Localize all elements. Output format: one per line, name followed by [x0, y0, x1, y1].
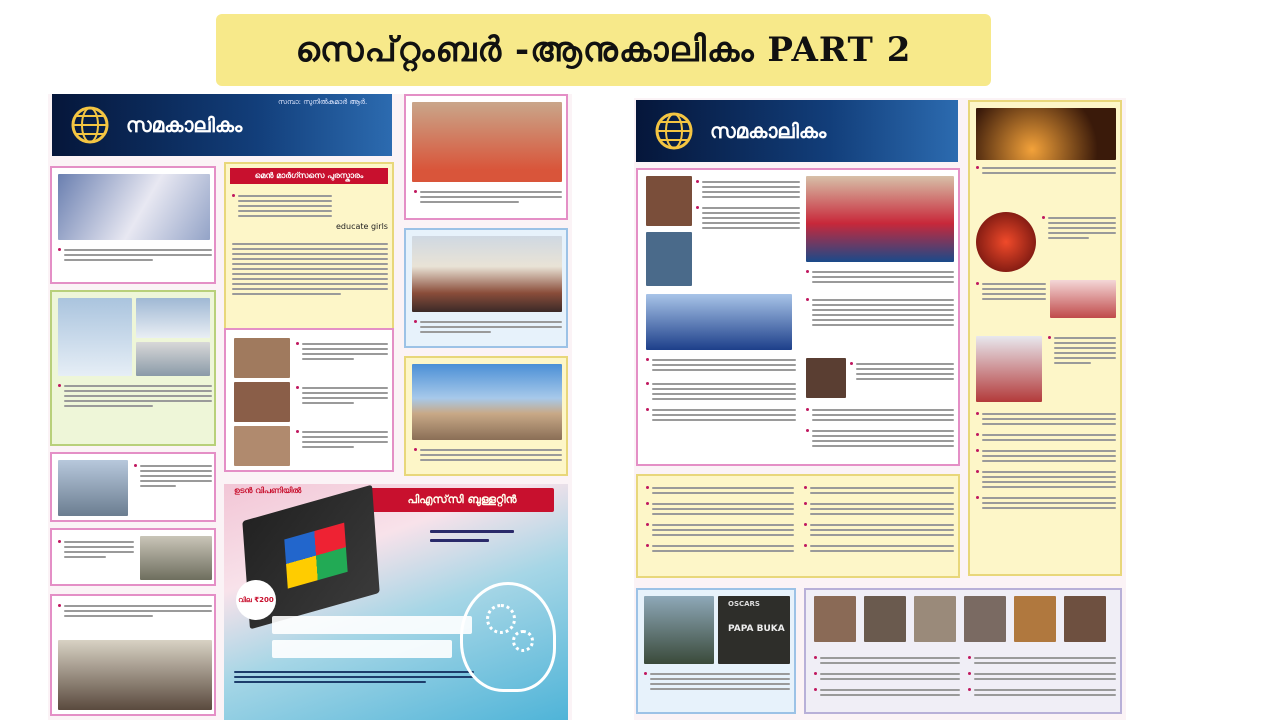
right-page	[634, 98, 1126, 720]
left-card-portrait	[404, 94, 568, 220]
promo-corner-note: ഉടൻ വിപണിയിൽ	[234, 486, 302, 495]
photo-portrait-2	[864, 596, 906, 642]
photo-satellite	[976, 108, 1116, 160]
gear-icon	[486, 604, 516, 634]
portrait-caption	[414, 188, 562, 209]
photo-portrait-4	[964, 596, 1006, 642]
photo-moon	[976, 212, 1036, 272]
photo-jet	[58, 460, 128, 516]
photo-dinosaur	[58, 640, 212, 710]
photo-portrait-3	[914, 596, 956, 642]
photo-building	[412, 236, 562, 312]
promo-subtext	[234, 668, 474, 686]
photo-portrait-5	[1014, 596, 1056, 642]
left-card-helicopter	[50, 290, 216, 446]
photo-person-3	[234, 426, 290, 466]
photo-mountains	[412, 364, 562, 440]
bulletin-promo	[224, 484, 568, 720]
left-card-award	[224, 162, 394, 346]
award-heading: മെൻ മാർഗ്സസെ പുരസ്കാരം	[230, 168, 388, 184]
photo-person-glasses	[644, 596, 714, 664]
left-header-title: സമകാലികം	[126, 113, 243, 137]
left-header	[52, 94, 392, 156]
left-card-jet	[50, 452, 216, 522]
left-card-missile	[50, 528, 216, 586]
photo-parachute	[136, 298, 210, 338]
photo-athlete-1	[646, 176, 692, 226]
photo-missile	[140, 536, 212, 580]
globe-icon	[648, 111, 700, 151]
banner-title	[216, 14, 991, 86]
left-card-dinosaur	[50, 594, 216, 716]
right-header-title: സമകാലികം	[710, 119, 827, 143]
photo-heart	[1050, 280, 1116, 318]
left-card-1	[50, 166, 216, 284]
gear-icon	[512, 630, 534, 652]
photo-portrait-6	[1064, 596, 1106, 642]
right-card-portraits	[804, 588, 1122, 714]
right-card-news	[636, 474, 960, 578]
photo-cricket-team	[646, 294, 792, 350]
photo-athlete-2	[646, 232, 692, 286]
left-card-building	[404, 228, 568, 348]
right-card-sports	[636, 168, 960, 466]
oscars-label: OSCARS	[728, 600, 760, 608]
educate-label: educate girls	[336, 222, 388, 231]
right-header	[636, 100, 958, 162]
photo-player	[806, 358, 846, 398]
rubik-cube	[284, 523, 347, 589]
right-card-space	[968, 100, 1122, 576]
papa-buka-label: PAPA BUKA	[728, 624, 785, 634]
promo-heading-2	[272, 640, 452, 658]
promo-tag: പിഎസ്‌സി ബുള്ളറ്റിൻ	[370, 488, 554, 512]
photo-device	[976, 336, 1042, 402]
photo-capsule	[136, 342, 210, 376]
banner-title-text: സെപ്റ്റംബർ -ആനുകാലികം PART 2	[295, 30, 912, 70]
special-edition-text	[430, 524, 514, 564]
photo-helicopter	[58, 298, 132, 376]
photo-person-1	[234, 338, 290, 378]
right-card-oscars	[636, 588, 796, 714]
left-card-people	[224, 328, 394, 472]
left-card-mountains	[404, 356, 568, 476]
promo-heading-1	[272, 616, 472, 634]
price-badge: വില ₹200	[236, 580, 276, 620]
photo-1	[58, 174, 210, 240]
left-byline: സമ്പാ: സുനിൽകുമാർ ആർ.	[278, 98, 368, 106]
photo-person-2	[234, 382, 290, 422]
photo-portrait	[412, 102, 562, 182]
photo-team-celebration	[806, 176, 954, 262]
photo-portrait-1	[814, 596, 856, 642]
globe-icon	[64, 105, 116, 145]
head-outline-icon	[460, 582, 556, 692]
